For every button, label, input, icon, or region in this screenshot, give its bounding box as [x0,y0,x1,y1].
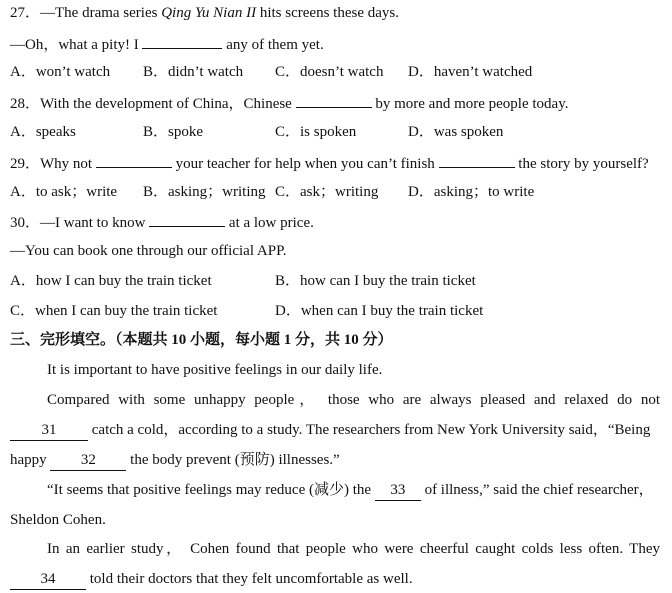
q28-blank[interactable] [296,92,372,108]
q28-option-b[interactable]: B．spoke [143,124,204,140]
q29-stem-pre: 29．Why not [10,156,96,172]
q30-option-c[interactable]: C．when I can buy the train ticket [10,303,218,319]
q30-reply: —You can book one through our official APP. [10,243,287,259]
passage-paragraph-3-line-1-pre: “It seems that positive feelings may reduce (减少) the [47,482,375,498]
q27-option-c[interactable]: C．doesn’t watch [275,64,384,80]
q27-stem [10,3,399,23]
blank-33[interactable]: 33 [375,480,421,501]
passage-paragraph-2-line-3 [10,450,340,471]
q30-stem-pre: 30．—I want to know [10,215,150,231]
q29-stem [10,152,649,174]
q30-blank[interactable] [149,211,225,227]
section-3-heading-post: 分） [358,332,393,348]
q30-option-d[interactable]: D．when can I buy the train ticket [275,303,484,319]
passage-paragraph-4-line-2 [10,569,413,590]
q30-option-b[interactable]: B．how can I buy the train ticket [275,273,476,289]
section-3-question-count: 10 [171,332,187,348]
q28-stem [10,92,568,114]
q27-stem-pre: 27．—The drama series [10,5,162,21]
q30-option-a[interactable]: A．how I can buy the train ticket [10,273,212,289]
blank-32[interactable]: 32 [50,450,126,471]
passage-paragraph-1: It is important to have positive feelings in our daily life. [47,362,383,378]
q30-stem [10,211,314,233]
q27-option-a[interactable]: A．won’t watch [10,64,111,80]
passage-paragraph-3-line-2: Sheldon Cohen. [10,512,106,528]
q29-stem-post: the story by yourself? [514,156,649,172]
q27-option-b[interactable]: B．didn’t watch [143,64,244,80]
section-3-heading [10,330,393,350]
q28-option-c[interactable]: C．is spoken [275,124,357,140]
q27-blank[interactable] [142,33,222,49]
q29-option-c[interactable]: C．ask；writing [275,184,379,200]
q28-stem-post: by more and more people today. [371,96,569,112]
section-3-heading-pre: 三、完形填空。（本题共 [10,332,172,348]
q27-stem-post: hits screens these days. [256,5,399,21]
passage-paragraph-4-line-1: In an earlier study， Cohen found that people who were cheerful caught colds less often. They [47,541,660,557]
q28-option-d[interactable]: D．was spoken [408,124,504,140]
q27-stem-title: Qing Yu Nian II [161,5,257,21]
passage-paragraph-4-line-2-text: told their doctors that they felt uncomfortable as well. [86,571,413,587]
q29-stem-mid: your teacher for help when you can’t finish [171,156,439,172]
passage-paragraph-2-line-2-text: catch a cold，according to a study. The researchers from New York University said，“Being [88,422,651,438]
section-3-total-points: 10 [343,332,359,348]
section-3-points-each: 1 [283,332,292,348]
passage-paragraph-3-line-1 [47,480,654,501]
q29-blank-1[interactable] [96,152,172,168]
q29-option-a[interactable]: A．to ask；write [10,184,118,200]
section-3-heading-mid1: 小题，每小题 [186,332,284,348]
section-3-heading-mid2: 分，共 [291,332,344,348]
q29-blank-2[interactable] [439,152,515,168]
q27-reply-post: any of them yet. [222,37,324,53]
blank-31[interactable]: 31 [10,420,88,441]
q28-stem-pre: 28．With the development of China，Chinese [10,96,296,112]
passage-paragraph-3-line-1-post: of illness,” said the chief researcher， [420,482,654,498]
q29-option-b[interactable]: B．asking；writing [143,184,266,200]
q29-option-d[interactable]: D．asking；to write [408,184,535,200]
q30-stem-post: at a low price. [225,215,314,231]
blank-34[interactable]: 34 [10,569,86,590]
q27-reply [10,33,324,55]
passage-paragraph-2-line-2 [10,420,650,441]
passage-paragraph-2-line-1: Compared with some unhappy people， those who are always pleased and relaxed do not [47,392,660,408]
q27-reply-pre: —Oh，what a pity! I [10,37,143,53]
passage-paragraph-2-line-3-post: the body prevent (预防) illnesses.” [126,452,340,468]
q27-option-d[interactable]: D．haven’t watched [408,64,533,80]
passage-paragraph-2-line-3-pre: happy [10,452,51,468]
q28-option-a[interactable]: A．speaks [10,124,76,140]
